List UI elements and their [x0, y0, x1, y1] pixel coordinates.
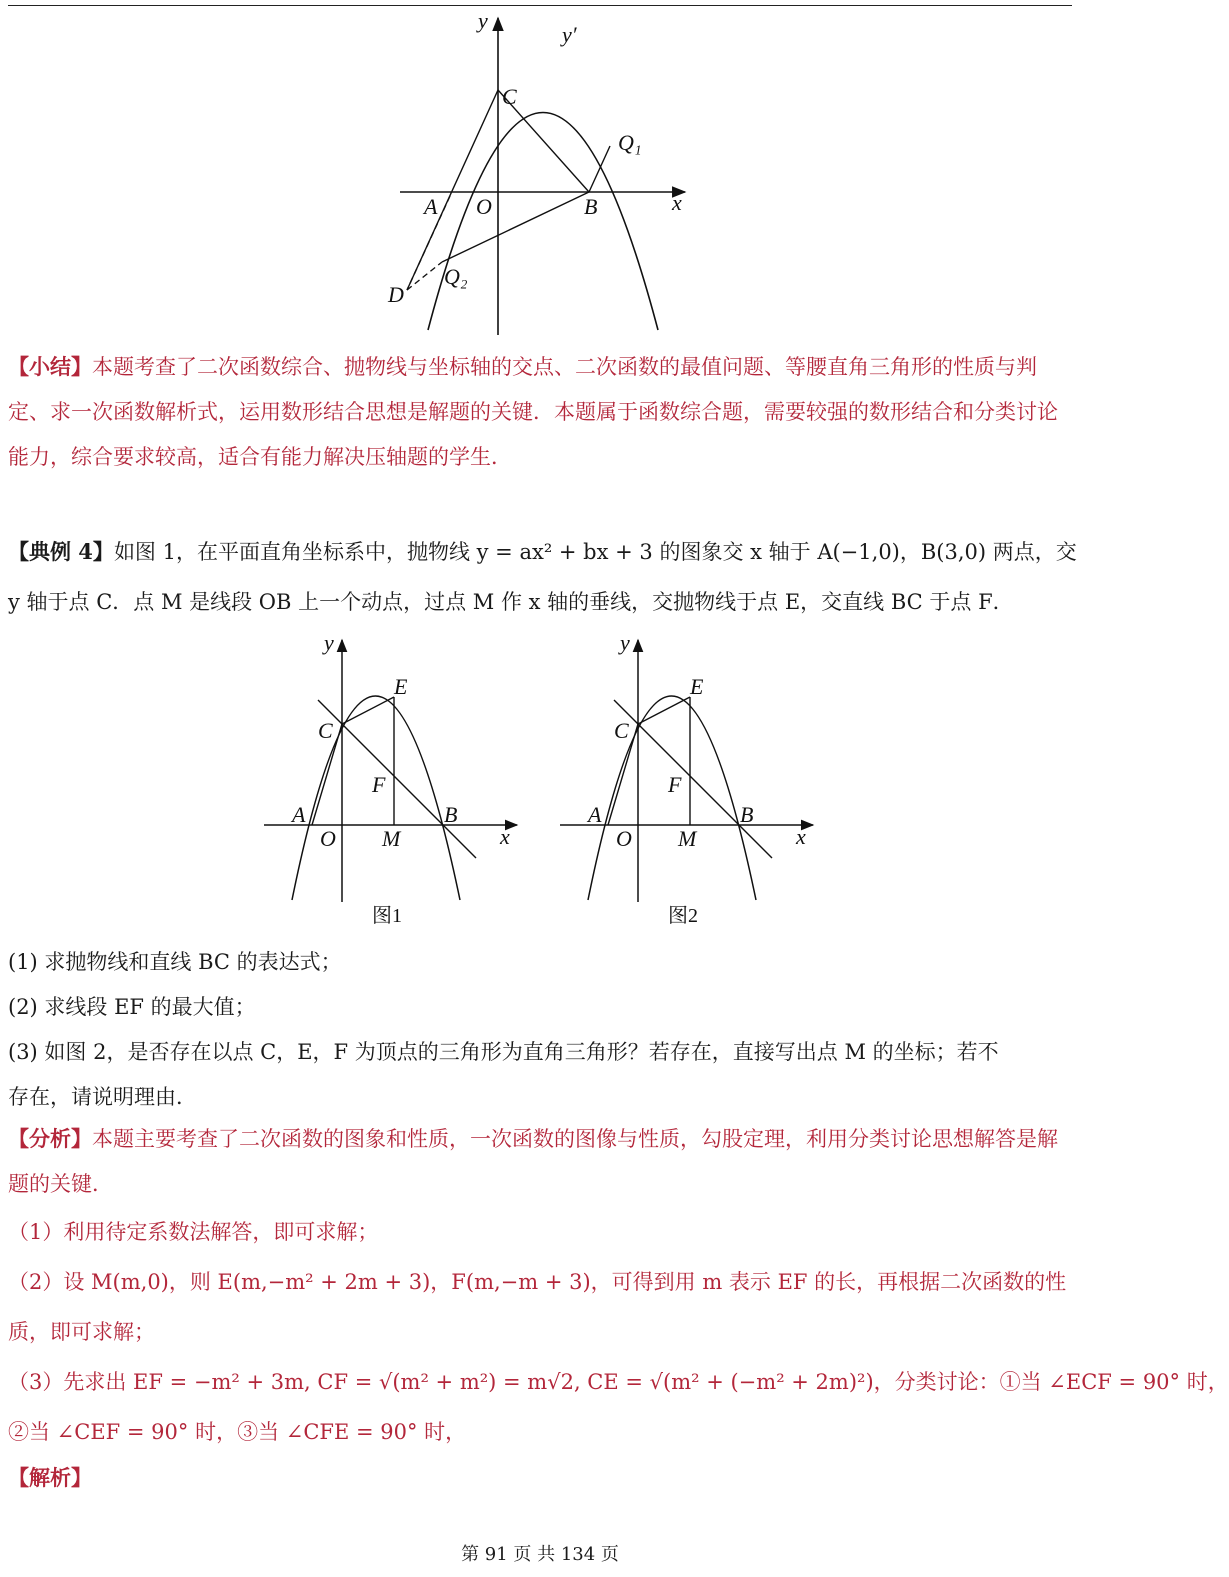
figure-2	[558, 632, 818, 932]
question-3-line-1: (3) 如图 2，是否存在以点 C，E，F 为顶点的三角形为直角三角形？若存在，直接写出点 M 的坐标；若不	[8, 1040, 999, 1064]
label-b: B	[444, 802, 458, 827]
label-f: F	[372, 772, 386, 797]
figure-1	[262, 632, 522, 932]
label-q2: Q₂	[444, 264, 468, 289]
analysis-point-3-line-2: ②当 ∠CEF = 90° 时，③当 ∠CFE = 90° 时，	[8, 1420, 467, 1444]
top-figure	[380, 10, 700, 340]
label-q1: Q₁	[618, 130, 642, 155]
label-e: E	[690, 674, 704, 699]
example-text-1: 如图 1，在平面直角坐标系中，抛物线 y = ax² + bx + 3 的图象交 x 轴于 A(−1,0)，B(3,0) 两点，交	[113, 540, 1077, 564]
analysis-paragraph	[8, 1116, 1070, 1207]
label-a: A	[424, 194, 438, 219]
label-b: B	[740, 802, 754, 827]
label-c: C	[614, 718, 629, 743]
label-m: M	[382, 826, 401, 851]
summary-text: 本题考查了二次函数综合、抛物线与坐标轴的交点、二次函数的最值问题、等腰直角三角形的性质与判定、求一次函数解析式，运用数形结合思想是解题的关键．本题属于函数综合题，需要较强的数形结合和分类讨论能力，综合要求较高，适合有能力解决压轴题的学生．	[8, 355, 1058, 469]
segment-b-q2	[442, 192, 589, 262]
analysis-point-3-line-1: （3）先求出 EF = −m² + 3m, CF = √(m² + m²) = m√2, CE = √(m² + (−m² + 2m)²)，分类讨论：①当 ∠ECF = 90° 时，	[8, 1370, 1229, 1394]
top-rule	[8, 5, 1072, 6]
label-e: E	[394, 674, 408, 699]
label-b: B	[584, 194, 598, 219]
label-a: A	[588, 802, 602, 827]
summary-paragraph	[8, 344, 1070, 480]
segment-d-q2	[407, 262, 442, 290]
label-x: x	[796, 824, 806, 849]
question-2: (2) 求线段 EF 的最大值；	[8, 995, 256, 1019]
label-o: O	[320, 826, 336, 851]
example-line-1	[8, 536, 1077, 566]
label-y: y	[478, 8, 488, 33]
question-1: (1) 求抛物线和直线 BC 的表达式；	[8, 950, 342, 974]
caption: 图1	[372, 905, 402, 927]
question-3-line-2: 存在，请说明理由．	[8, 1085, 197, 1109]
solution-tag: 【解析】	[8, 1465, 92, 1490]
label-a: A	[292, 802, 306, 827]
label-d: D	[388, 282, 404, 307]
label-f: F	[668, 772, 682, 797]
analysis-text: 本题主要考查了二次函数的图象和性质，一次函数的图像与性质，勾股定理，利用分类讨论思想解答是解题的关键．	[8, 1127, 1058, 1196]
label-x: x	[500, 824, 510, 849]
label-c: C	[502, 84, 517, 109]
example-line-2: y 轴于点 C．点 M 是线段 OB 上一个动点，过点 M 作 x 轴的垂线，交抛物线于点 E，交直线 BC 于点 F．	[8, 590, 1014, 614]
label-o: O	[616, 826, 632, 851]
caption: 图2	[668, 905, 698, 927]
analysis-point-2-line-1: （2）设 M(m,0)，则 E(m,−m² + 2m + 3)，F(m,−m + 3)，可得到用 m 表示 EF 的长，再根据二次函数的性	[8, 1270, 1067, 1294]
segment-c-e	[638, 697, 690, 724]
analysis-point-1: （1）利用待定系数法解答，即可求解；	[8, 1220, 379, 1244]
label-c: C	[318, 718, 333, 743]
label-o: O	[476, 194, 492, 219]
label-yprime: y′	[562, 22, 577, 47]
segment-c-e	[342, 697, 394, 724]
analysis-tag: 【分析】	[8, 1126, 92, 1151]
label-m: M	[678, 826, 697, 851]
label-y: y	[324, 630, 334, 655]
page-footer: 第 91 页 共 134 页	[461, 1544, 619, 1565]
label-y: y	[620, 630, 630, 655]
analysis-point-2-line-2: 质，即可求解；	[8, 1320, 155, 1344]
summary-tag: 【小结】	[8, 354, 92, 379]
example-tag: 【典例 4】	[8, 539, 114, 564]
label-x: x	[672, 190, 682, 215]
